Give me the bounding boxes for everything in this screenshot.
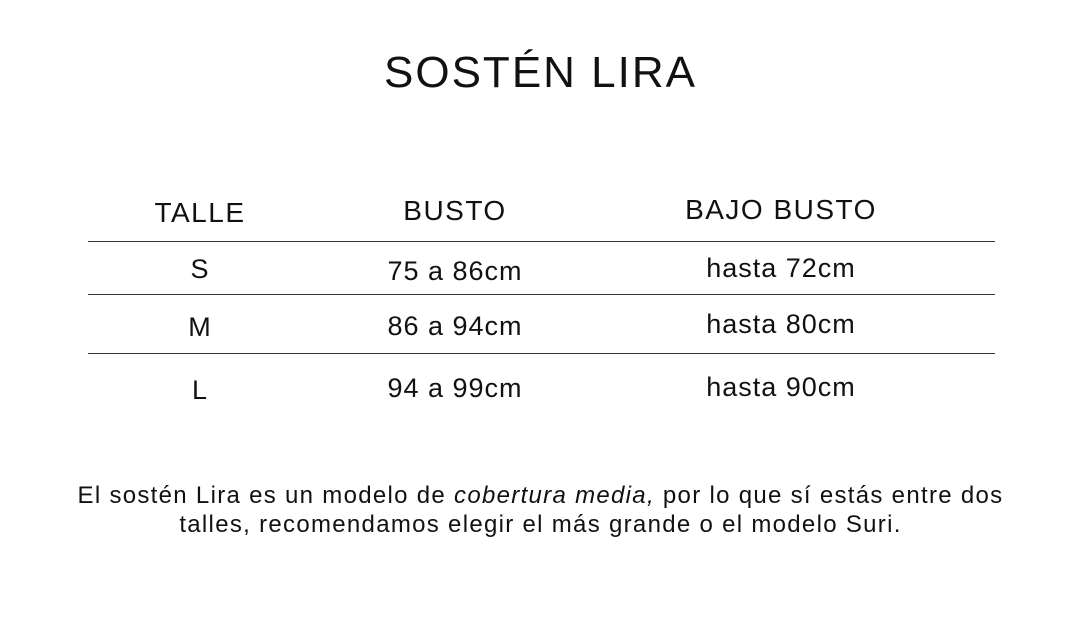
header-bajo-busto: BAJO BUSTO	[685, 194, 877, 225]
table-row-s-bajo-busto: hasta 72cm	[706, 253, 856, 283]
fit-note	[60, 482, 1021, 539]
table-divider	[88, 294, 995, 295]
size-chart-table	[0, 180, 1081, 420]
fit-note-emphasis: cobertura media,	[454, 482, 655, 509]
table-row-m-busto: 86 a 94cm	[387, 311, 523, 341]
table-row-m-talle: M	[188, 312, 212, 342]
header-busto: BUSTO	[403, 195, 507, 226]
fit-note-text-start: El sostén Lira es un modelo de	[77, 482, 455, 509]
header-talle: TALLE	[154, 197, 246, 228]
table-row-s-talle: S	[190, 254, 210, 284]
table-row-s-busto: 75 a 86cm	[387, 256, 523, 286]
table-divider	[88, 241, 995, 242]
table-divider	[88, 353, 995, 354]
table-row-m-bajo-busto: hasta 80cm	[706, 309, 856, 339]
table-row-l-talle: L	[191, 375, 209, 405]
table-row-l-busto: 94 a 99cm	[387, 373, 523, 403]
page-title: SOSTÉN LIRA	[384, 48, 697, 97]
table-row-l-bajo-busto: hasta 90cm	[706, 372, 856, 402]
fit-note-text-end: por lo que sí estás entre dos talles, recomendamos elegir el más grande o el modelo Suri.	[179, 482, 1004, 538]
